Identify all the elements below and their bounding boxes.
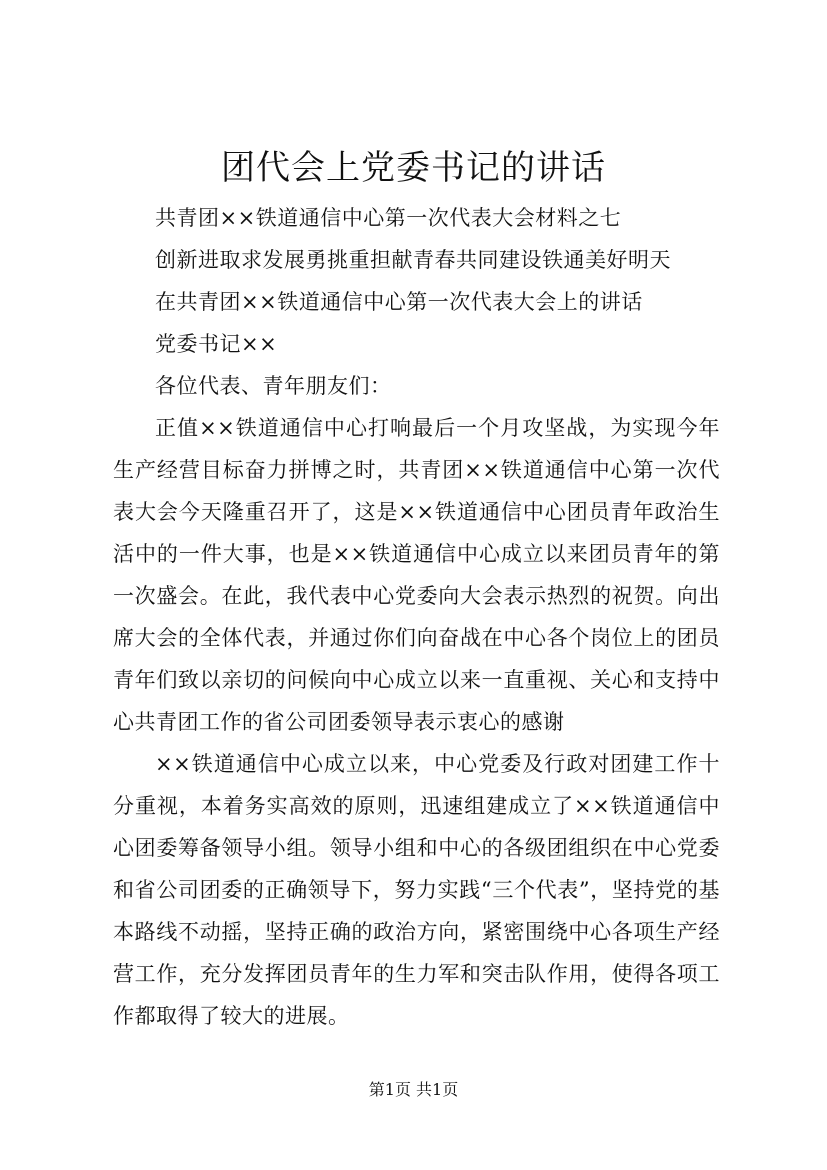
paragraph-slogan: 创新进取求发展勇挑重担献青春共同建设铁通美好明天 bbox=[155, 248, 671, 272]
paragraph-salutation: 各位代表、青年朋友们： bbox=[155, 374, 392, 398]
document-title: 团代会上党委书记的讲话 bbox=[221, 148, 606, 188]
paragraph-body: ××铁道通信中心成立以来，中心党委及行政对团建工作十分重视，本着务实高效的原则，迅速组建成立了××铁道通信中心团委筹备领导小组。领导小组和中心的各级团组织在中心党委和省公司团委的正确领导下，努力实践“三个代表”，坚持党的基本路线不动摇，坚持正确的政治方向，紧密围绕中心各项生产经营工作，充分发挥团员青年的生力军和突击队作用，使得各项工作都取得了较大的进展。 bbox=[113, 752, 720, 1028]
paragraph-speaker: 党委书记×× bbox=[155, 332, 278, 356]
page-number-footer: 第1页 共1页 bbox=[368, 1080, 459, 1099]
paragraph-body: 正值××铁道通信中心打响最后一个月攻坚战，为实现今年生产经营目标奋力拼博之时，共青团××铁道通信中心第一次代表大会今天隆重召开了，这是××铁道通信中心团员青年政治生活中的一件大事，也是××铁道通信中心成立以来团员青年的第一次盛会。在此，我代表中心党委向大会表示热烈的祝贺。向出席大会的全体代表，并通过你们向奋战在中心各个岗位上的团员青年们致以亲切的问候向中心成立以来一直重视、关心和支持中心共青团工作的省公司团委领导表示衷心的感谢 bbox=[113, 416, 720, 734]
paragraph-speech-occasion: 在共青团××铁道通信中心第一次代表大会上的讲话 bbox=[155, 290, 643, 314]
paragraph-material-label: 共青团××铁道通信中心第一次代表大会材料之七 bbox=[155, 206, 622, 230]
document-body bbox=[113, 197, 720, 1037]
